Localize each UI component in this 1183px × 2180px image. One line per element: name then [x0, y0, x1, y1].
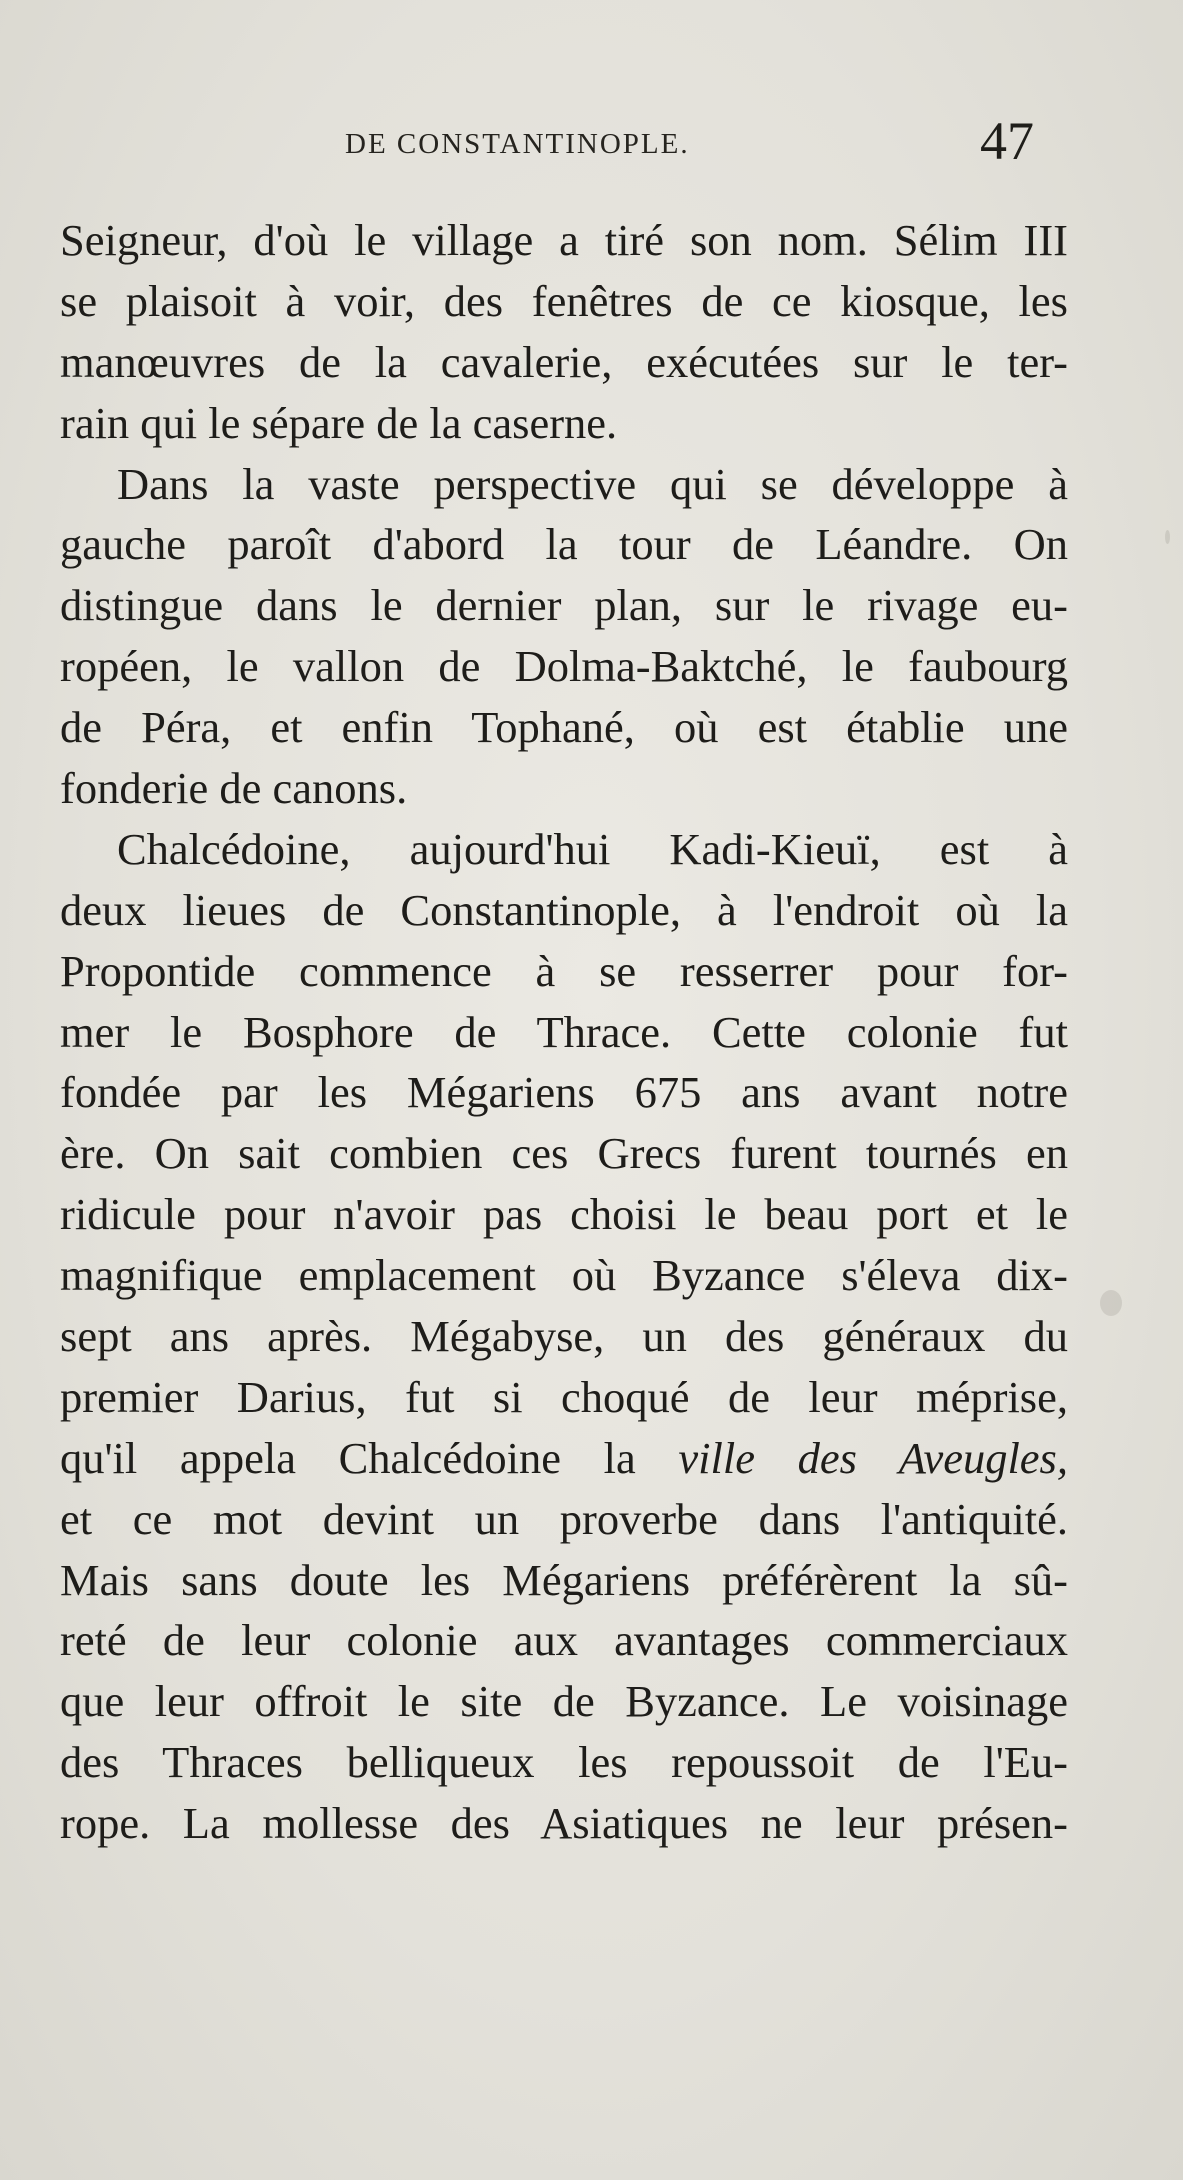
text-line-with-italic	[60, 1428, 1068, 1489]
text-line: ropéen, le vallon de Dolma-Baktché, le faubourg	[60, 641, 1068, 692]
paper-spot	[1165, 530, 1170, 544]
text-line: fonderie de canons.	[60, 763, 408, 814]
text-line: distingue dans le dernier plan, sur le rivage eu-	[60, 580, 1068, 631]
text-line: Chalcédoine, aujourd'hui Kadi-Kieuï, est à	[117, 823, 1068, 874]
text-line: et ce mot devint un proverbe dans l'antiquité.	[60, 1493, 1068, 1544]
text-segment: qu'il appela Chalcédoine la	[60, 1432, 636, 1483]
text-line: gauche paroît d'abord la tour de Léandre. On	[60, 519, 1068, 570]
text-line: mer le Bosphore de Thrace. Cette colonie fut	[60, 1006, 1068, 1057]
body-text	[60, 210, 1068, 1854]
text-line: sept ans après. Mégabyse, un des généraux du	[60, 1311, 1068, 1362]
text-line: ridicule pour n'avoir pas choisi le beau port et le	[60, 1189, 1068, 1240]
page-header	[0, 111, 1183, 178]
text-line: se plaisoit à voir, des fenêtres de ce kiosque, les	[60, 275, 1068, 326]
text-line: ère. On sait combien ces Grecs furent tournés en	[60, 1128, 1068, 1179]
text-line: Dans la vaste perspective qui se développe à	[117, 458, 1068, 509]
text-line: magnifique emplacement où Byzance s'éleva dix-	[60, 1250, 1068, 1301]
text-line: des Thraces belliqueux les repoussoit de l'Eu-	[60, 1737, 1068, 1788]
text-line: Mais sans doute les Mégariens préférèrent la sû-	[60, 1554, 1068, 1605]
text-line: de Péra, et enfin Tophané, où est établie une	[60, 702, 1068, 753]
text-line: rain qui le sépare de la caserne.	[60, 397, 618, 448]
text-line: premier Darius, fut si choqué de leur méprise,	[60, 1371, 1068, 1422]
text-line: rope. La mollesse des Asiatiques ne leur présen-	[60, 1798, 1068, 1849]
text-line: reté de leur colonie aux avantages commerciaux	[60, 1615, 1068, 1666]
running-title: DE CONSTANTINOPLE.	[345, 128, 690, 160]
text-line: fondée par les Mégariens 675 ans avant notre	[60, 1067, 1068, 1118]
text-line: manœuvres de la cavalerie, exécutées sur le ter-	[60, 336, 1068, 387]
italic-phrase: ville des Aveugles,	[678, 1432, 1069, 1483]
text-line: Propontide commence à se resserrer pour for-	[60, 945, 1068, 996]
page-number: 47	[980, 111, 1034, 171]
text-line: que leur offroit le site de Byzance. Le voisinage	[60, 1676, 1068, 1727]
text-line: Seigneur, d'où le village a tiré son nom. Sélim III	[60, 215, 1068, 265]
text-line: deux lieues de Constantinople, à l'endroit où la	[60, 884, 1068, 935]
paper-spot	[1100, 1290, 1122, 1316]
